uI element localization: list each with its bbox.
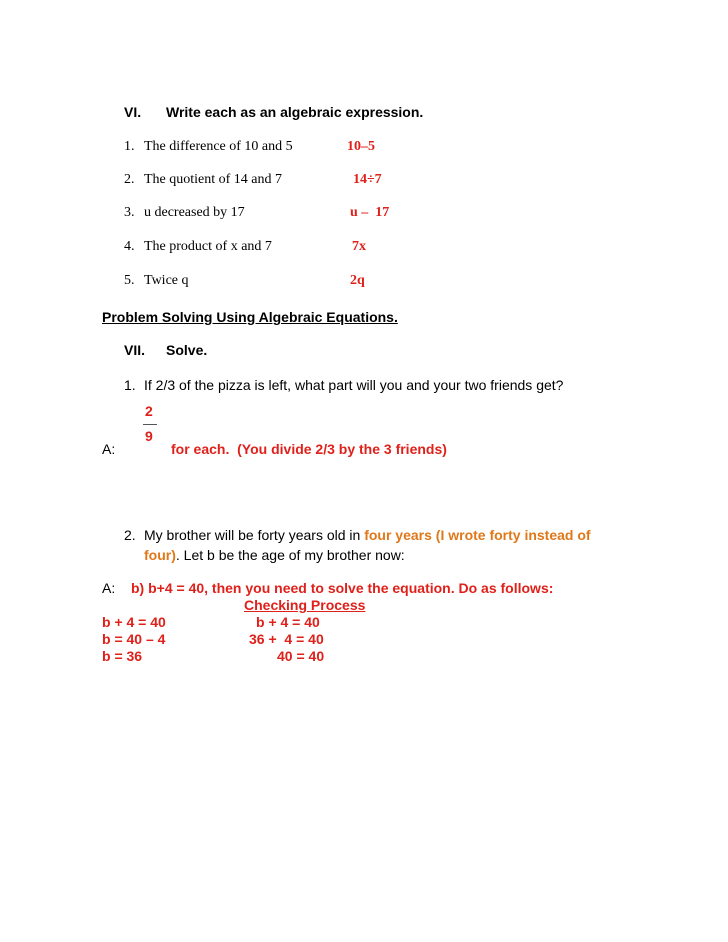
fraction-numerator: 2: [145, 403, 153, 419]
step-left-2: b = 40 – 4: [102, 631, 166, 647]
item-5-answer: 2q: [350, 273, 365, 288]
item-5-num: 5.: [124, 273, 135, 288]
item-2-answer: 14÷7: [353, 172, 382, 187]
step-left-1: b + 4 = 40: [102, 614, 166, 630]
q2-answer-text: b) b+4 = 40, then you need to solve the equation. Do as follows:: [131, 580, 554, 596]
section-vi-title: Write each as an algebraic expression.: [166, 104, 424, 120]
q1-text: If 2/3 of the pizza is left, what part will you and your two friends get?: [144, 377, 564, 393]
item-3-num: 3.: [124, 205, 135, 220]
item-2-num: 2.: [124, 172, 135, 187]
section-vii-roman: VII.: [124, 342, 146, 358]
problem-solving-heading: Problem Solving Using Algebraic Equations.: [102, 309, 398, 325]
item-4-answer: 7x: [352, 239, 366, 254]
q2-text-part2: . Let b be the age of my brother now:: [175, 547, 405, 563]
item-3-answer: u – 17: [350, 205, 390, 220]
check-step-3: 40 = 40: [277, 648, 325, 664]
step-left-3: b = 36: [102, 648, 143, 664]
item-5-text: Twice q: [144, 273, 189, 288]
q1-answer-text: for each. (You divide 2/3 by the 3 friends): [171, 441, 447, 457]
item-3-text: u decreased by 17: [144, 205, 245, 220]
q2-answer-label: A:: [102, 580, 116, 596]
fraction-bar: [143, 424, 157, 425]
q2-num: 2.: [124, 527, 136, 543]
q2-highlight-1: four years (I wrote forty instead of: [364, 527, 591, 543]
check-step-1: b + 4 = 40: [256, 614, 320, 630]
q2-line-2: [144, 547, 405, 563]
q2-text-part1: My brother will be forty years old in: [144, 527, 365, 543]
item-2-text: The quotient of 14 and 7: [144, 172, 283, 187]
q2-highlight-2: four): [144, 547, 176, 563]
item-4-num: 4.: [124, 239, 135, 254]
q2-line-1: [144, 527, 591, 543]
item-1-answer: 10–5: [347, 139, 375, 154]
section-vi-roman: VI.: [124, 104, 142, 120]
item-1-text: The difference of 10 and 5: [144, 139, 293, 154]
item-4-text: The product of x and 7: [144, 239, 272, 254]
section-vii-title: Solve.: [166, 342, 208, 358]
item-1-num: 1.: [124, 139, 135, 154]
checking-process-title: Checking Process: [244, 597, 366, 613]
fraction-denominator: 9: [145, 428, 153, 444]
q1-num: 1.: [124, 377, 136, 393]
check-step-2: 36 + 4 = 40: [249, 631, 324, 647]
q1-answer-label: A:: [102, 441, 116, 457]
